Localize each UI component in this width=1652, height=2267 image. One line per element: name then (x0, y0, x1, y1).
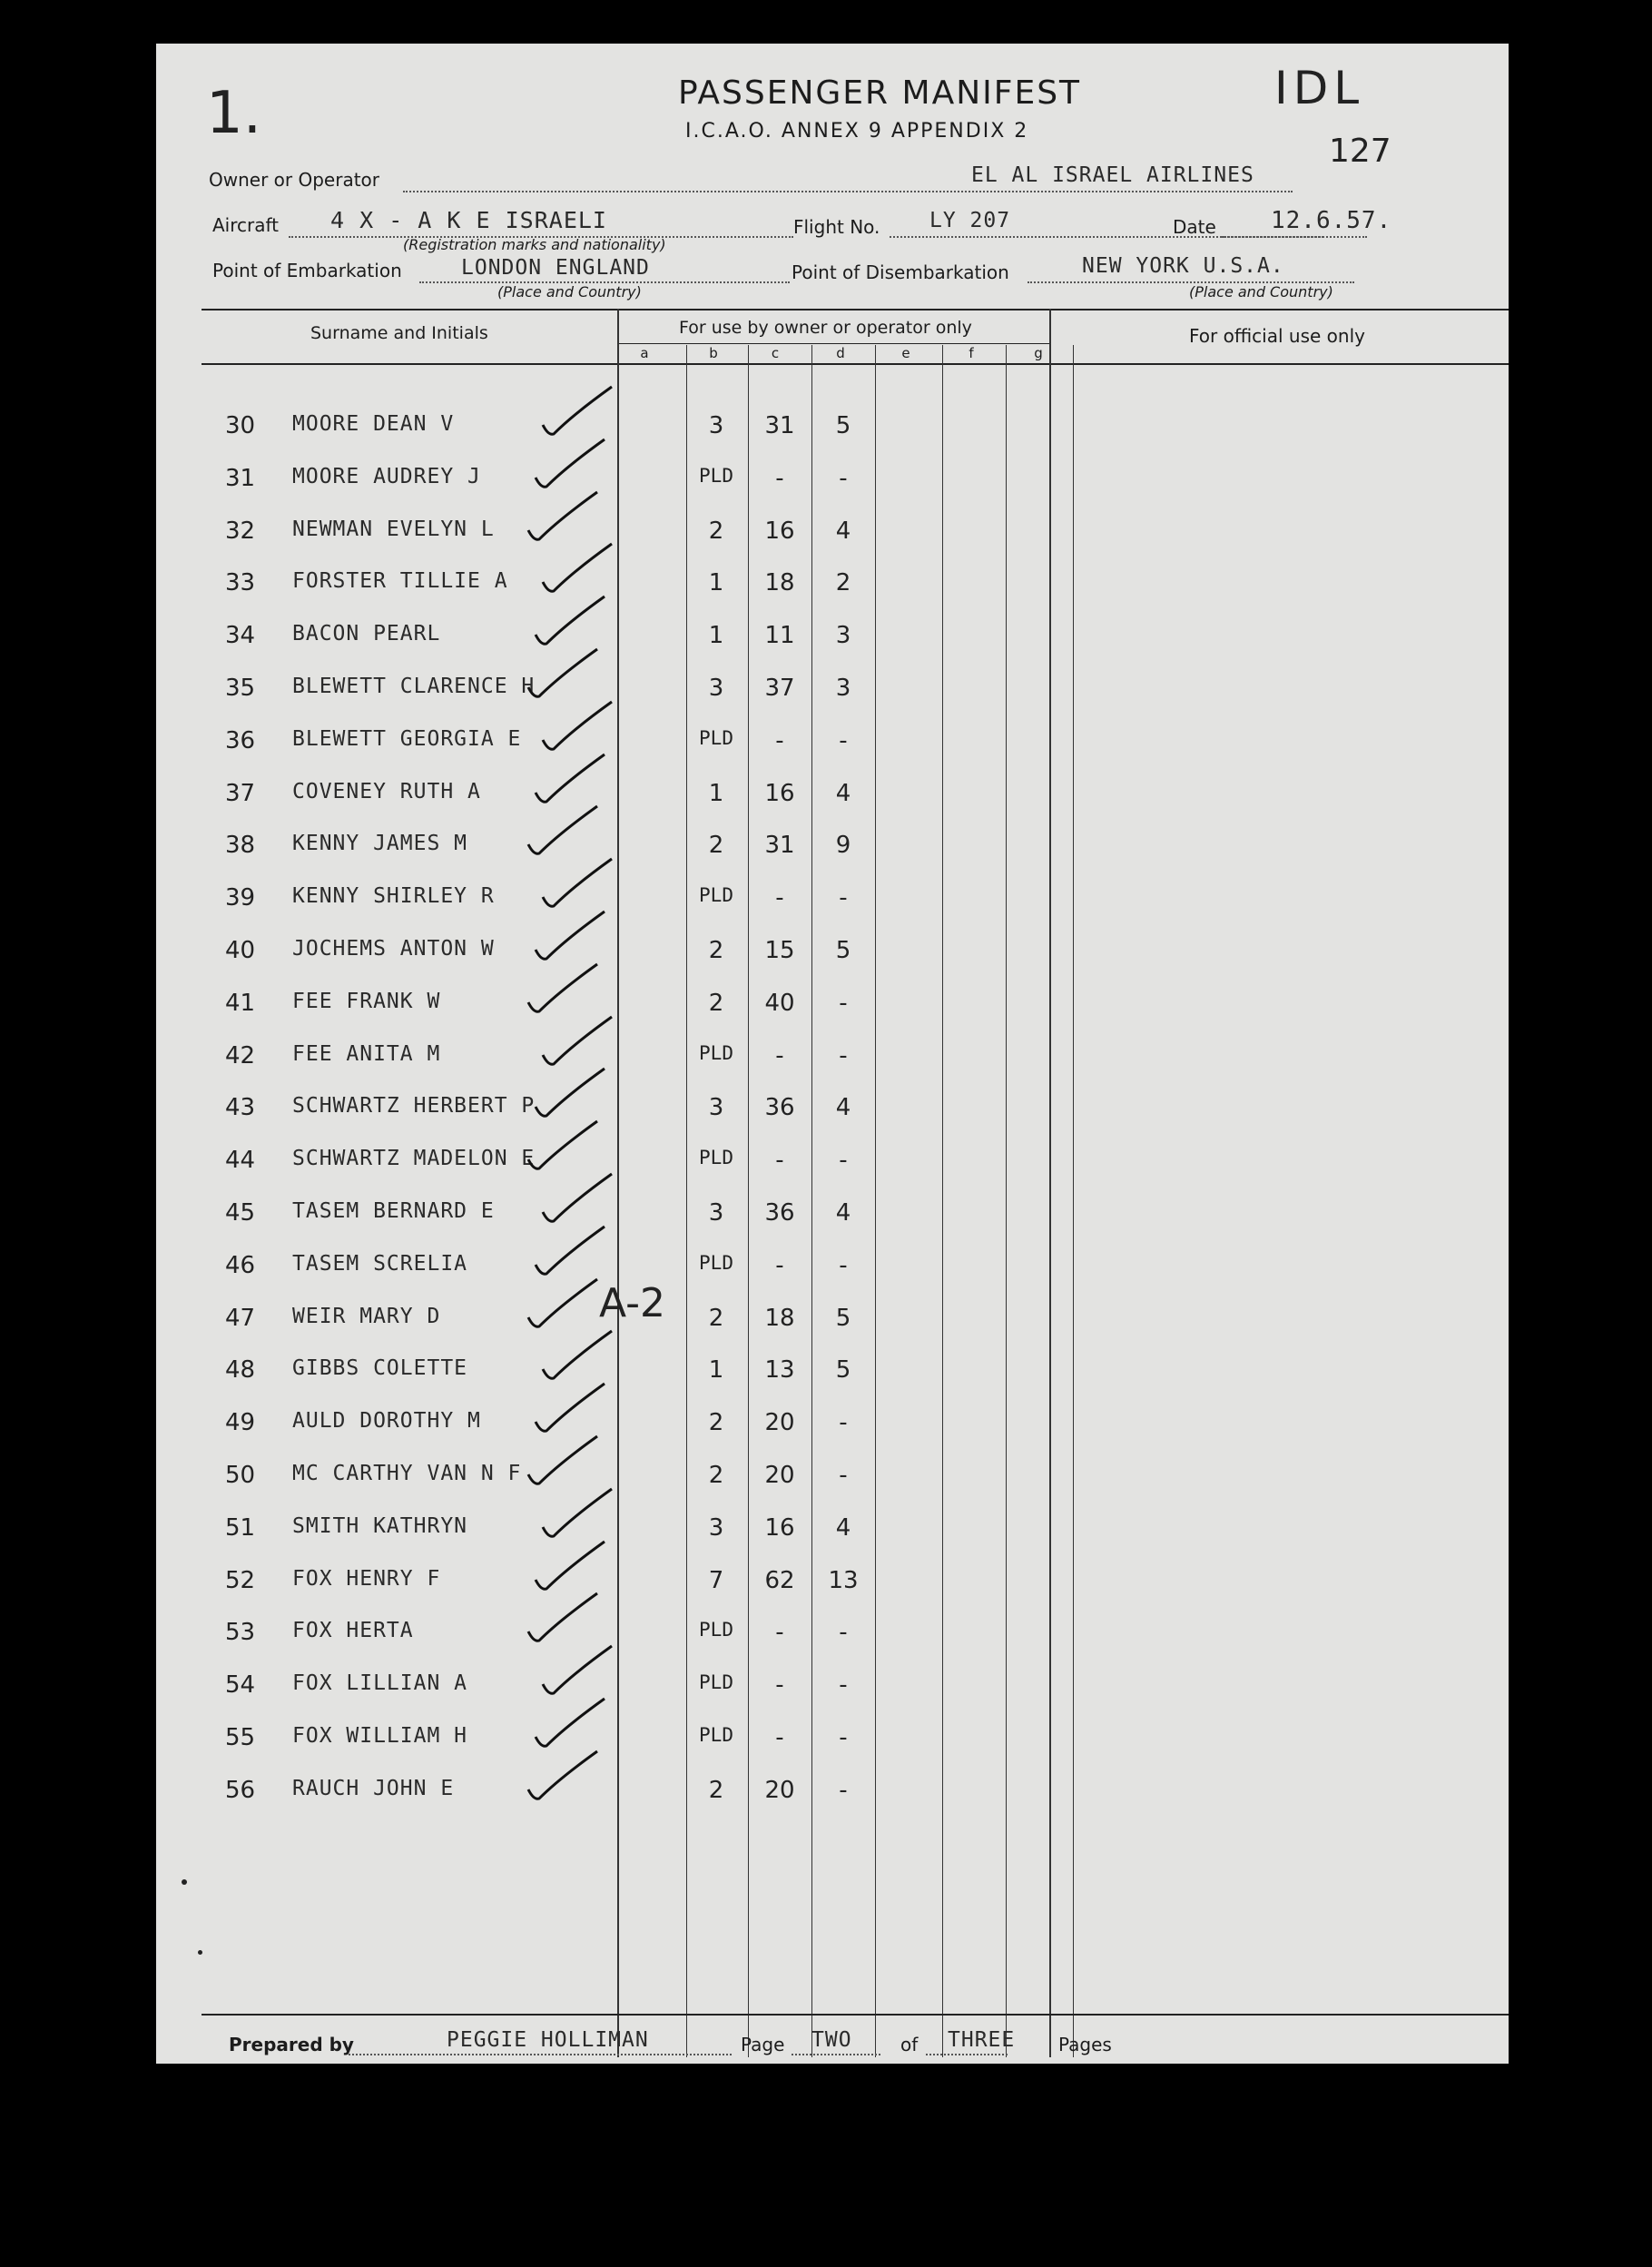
col-c-value: - (775, 1619, 784, 1646)
column-rule-4 (811, 345, 812, 2057)
col-c-value: 36 (764, 1199, 795, 1227)
row-number: 36 (225, 727, 256, 754)
col-b-value: 1 (708, 622, 724, 649)
sub-column-letter: c (771, 345, 780, 361)
col-c-value: 13 (764, 1356, 795, 1384)
col-d-value: - (839, 1619, 848, 1646)
col-c-value: 20 (764, 1462, 795, 1489)
passenger-name: SCHWARTZ MADELON E (292, 1147, 536, 1170)
column-rule-3 (748, 345, 749, 2057)
row-number: 48 (225, 1356, 256, 1384)
page-underline (792, 2054, 880, 2055)
passenger-name: RAUCH JOHN E (292, 1777, 455, 1800)
embarkation-value: LONDON ENGLAND (461, 256, 650, 280)
owner-value: EL AL ISRAEL AIRLINES (971, 163, 1254, 187)
passenger-name: NEWMAN EVELYN L (292, 517, 495, 541)
passenger-name: MOORE AUDREY J (292, 465, 481, 488)
row-number: 54 (225, 1671, 256, 1699)
date-value: 12.6.57. (1271, 207, 1392, 234)
passenger-name: COVENEY RUTH A (292, 780, 481, 803)
sub-column-letter: g (1034, 345, 1043, 361)
row-number: 31 (225, 465, 256, 492)
passenger-name: AULD DOROTHY M (292, 1409, 481, 1433)
passenger-name: SCHWARTZ HERBERT P (292, 1094, 536, 1118)
col-b-value: PLD (699, 1147, 733, 1168)
col-b-value: PLD (699, 465, 733, 487)
col-d-value: 9 (835, 832, 851, 859)
passenger-name: SMITH KATHRYN (292, 1514, 468, 1538)
col-d-value: 2 (835, 569, 851, 596)
passenger-name: FORSTER TILLIE A (292, 569, 508, 593)
col-c-value: 31 (764, 412, 795, 439)
col-d-value: 5 (835, 1356, 851, 1384)
sub-column-letter: f (969, 345, 974, 361)
col-c-value: 62 (764, 1567, 795, 1594)
col-c-value: 37 (764, 675, 795, 702)
row-number: 37 (225, 780, 256, 807)
col-c-value: 16 (764, 517, 795, 545)
col-b-value: PLD (699, 1619, 733, 1641)
manifest-sheet (156, 44, 1509, 2064)
col-b-value: 3 (708, 1514, 724, 1542)
passenger-name: BACON PEARL (292, 622, 441, 646)
col-c-value: 16 (764, 780, 795, 807)
col-b-value: PLD (699, 1042, 733, 1064)
col-b-value: 2 (708, 1409, 724, 1436)
col-d-value: 4 (835, 517, 851, 545)
col-d-value: - (839, 1409, 848, 1436)
col-b-value: 1 (708, 780, 724, 807)
col-b-value: 2 (708, 832, 724, 859)
page-reference-number: 127 (1329, 133, 1391, 170)
disembarkation-value: NEW YORK U.S.A. (1082, 254, 1284, 278)
aircraft-note: (Registration marks and nationality) (403, 236, 666, 253)
col-c-value: - (775, 1252, 784, 1279)
row-number: 34 (225, 622, 256, 649)
col-d-value: 13 (828, 1567, 859, 1594)
row-number: 33 (225, 569, 256, 596)
col-c-value: 15 (764, 937, 795, 964)
margin-dot (182, 1879, 187, 1885)
column-rule-9 (1049, 309, 1051, 2057)
col-b-value: PLD (699, 1252, 733, 1274)
col-d-value: 4 (835, 1514, 851, 1542)
passenger-name: WEIR MARY D (292, 1305, 441, 1328)
col-c-value: - (775, 1042, 784, 1069)
col-b-value: 3 (708, 1094, 724, 1121)
prepared-by-underline (349, 2054, 732, 2055)
col-c-value: 36 (764, 1094, 795, 1121)
aircraft-value: 4 X - A K E ISRAELI (330, 207, 607, 233)
col-c-value: 18 (764, 1305, 795, 1332)
col-c-value: 20 (764, 1777, 795, 1804)
passenger-name: TASEM BERNARD E (292, 1199, 495, 1223)
col-c-value: - (775, 1147, 784, 1174)
row-number: 53 (225, 1619, 256, 1646)
row-number: 41 (225, 990, 256, 1017)
passenger-name: JOCHEMS ANTON W (292, 937, 495, 961)
corner-mark-right: IDL (1274, 62, 1365, 114)
col-c-value: 16 (764, 1514, 795, 1542)
passenger-name: GIBBS COLETTE (292, 1356, 468, 1380)
passenger-name: KENNY SHIRLEY R (292, 884, 495, 908)
col-c-value: 11 (764, 622, 795, 649)
of-value: THREE (948, 2028, 1016, 2052)
col-d-value: 5 (835, 412, 851, 439)
col-d-value: 5 (835, 937, 851, 964)
row-number: 32 (225, 517, 256, 545)
col-c-value: - (775, 1671, 784, 1699)
passenger-name: FOX HERTA (292, 1619, 414, 1642)
of-label: of (900, 2034, 919, 2055)
col-b-value: 2 (708, 1462, 724, 1489)
col-c-value: 20 (764, 1409, 795, 1436)
margin-dot (198, 1950, 202, 1955)
disembarkation-note: (Place and Country) (1189, 283, 1333, 301)
operator-column-header: For use by owner or operator only (679, 318, 972, 338)
embarkation-note: (Place and Country) (497, 283, 642, 301)
col-b-value: PLD (699, 1724, 733, 1746)
manifest-title: PASSENGER MANIFEST (678, 74, 1082, 112)
row-number: 44 (225, 1147, 256, 1174)
col-b-value: 7 (708, 1567, 724, 1594)
passenger-name: FOX LILLIAN A (292, 1671, 468, 1695)
row-number: 38 (225, 832, 256, 859)
col-b-value: 3 (708, 412, 724, 439)
row-number: 40 (225, 937, 256, 964)
owner-label: Owner or Operator (209, 169, 379, 191)
col-b-value: 3 (708, 1199, 724, 1227)
row-number: 56 (225, 1777, 256, 1804)
passenger-name: MOORE DEAN V (292, 412, 455, 436)
col-d-value: - (839, 1724, 848, 1751)
passenger-name: BLEWETT GEORGIA E (292, 727, 522, 751)
column-rule-5 (875, 345, 876, 2057)
col-c-value: 18 (764, 569, 795, 596)
col-d-value: 4 (835, 1094, 851, 1121)
prepared-by-value: PEGGIE HOLLIMAN (447, 2028, 649, 2052)
col-d-value: - (839, 1777, 848, 1804)
embarkation-label: Point of Embarkation (212, 260, 402, 281)
col-d-value: - (839, 1147, 848, 1174)
footer-top-rule (202, 2014, 1509, 2016)
pages-label: Pages (1058, 2034, 1112, 2055)
col-c-value: 40 (764, 990, 795, 1017)
row-number: 35 (225, 675, 256, 702)
passenger-name: MC CARTHY VAN N F (292, 1462, 522, 1485)
passenger-name: FOX WILLIAM H (292, 1724, 468, 1748)
surname-column-header: Surname and Initials (310, 323, 488, 343)
owner-underline (403, 191, 1293, 192)
passenger-name: FEE FRANK W (292, 990, 441, 1013)
col-b-value: 2 (708, 517, 724, 545)
col-d-value: - (839, 465, 848, 492)
row-number: 50 (225, 1462, 256, 1489)
row-number: 49 (225, 1409, 256, 1436)
col-b-value: PLD (699, 884, 733, 906)
handwritten-annotation: A-2 (599, 1280, 666, 1326)
sub-column-letter: a (640, 345, 649, 361)
row-number: 46 (225, 1252, 256, 1279)
official-column-header: For official use only (1189, 325, 1365, 347)
aircraft-label: Aircraft (212, 214, 280, 236)
col-d-value: 5 (835, 1305, 851, 1332)
of-underline (926, 2054, 1008, 2055)
table-head-bottom-rule (202, 363, 1509, 365)
row-number: 42 (225, 1042, 256, 1069)
col-b-value: PLD (699, 727, 733, 749)
col-d-value: - (839, 1252, 848, 1279)
row-number: 52 (225, 1567, 256, 1594)
col-c-value: - (775, 465, 784, 492)
row-number: 39 (225, 884, 256, 912)
col-d-value: - (839, 1462, 848, 1489)
column-rule-8 (1073, 345, 1074, 2057)
col-b-value: 2 (708, 1777, 724, 1804)
date-label: Date (1173, 216, 1216, 238)
flight-value: LY 207 (929, 209, 1011, 232)
col-d-value: 3 (835, 675, 851, 702)
col-d-value: - (839, 884, 848, 912)
flight-label: Flight No. (793, 216, 880, 238)
column-rule-6 (942, 345, 943, 2057)
check-mark-icon (523, 1746, 605, 1809)
sub-column-letter: d (836, 345, 845, 361)
col-b-value: 2 (708, 1305, 724, 1332)
sub-column-letter: e (901, 345, 910, 361)
col-d-value: - (839, 1671, 848, 1699)
passenger-name: BLEWETT CLARENCE H (292, 675, 536, 698)
passenger-name: TASEM SCRELIA (292, 1252, 468, 1276)
row-number: 30 (225, 412, 256, 439)
col-b-value: 1 (708, 569, 724, 596)
row-number: 47 (225, 1305, 256, 1332)
corner-mark-left: 1. (206, 80, 262, 147)
column-rule-7 (1006, 345, 1007, 2057)
col-b-value: PLD (699, 1671, 733, 1693)
disembarkation-label: Point of Disembarkation (792, 261, 1009, 283)
row-number: 55 (225, 1724, 256, 1751)
col-c-value: - (775, 884, 784, 912)
col-c-value: - (775, 1724, 784, 1751)
date-underline (1222, 236, 1367, 238)
col-b-value: 1 (708, 1356, 724, 1384)
prepared-by-label: Prepared by (229, 2034, 354, 2055)
col-d-value: - (839, 727, 848, 754)
column-rule-2 (686, 345, 687, 2057)
table-top-rule (202, 309, 1509, 310)
passenger-name: KENNY JAMES M (292, 832, 468, 855)
col-d-value: 4 (835, 1199, 851, 1227)
col-c-value: 31 (764, 832, 795, 859)
row-number: 43 (225, 1094, 256, 1121)
col-d-value: - (839, 990, 848, 1017)
col-d-value: - (839, 1042, 848, 1069)
sub-column-letter: b (709, 345, 718, 361)
col-b-value: 2 (708, 937, 724, 964)
manifest-subtitle: I.C.A.O. ANNEX 9 APPENDIX 2 (685, 120, 1029, 143)
operator-subheader-rule (617, 343, 1049, 344)
passenger-name: FEE ANITA M (292, 1042, 441, 1066)
col-d-value: 3 (835, 622, 851, 649)
row-number: 45 (225, 1199, 256, 1227)
page-value: TWO (811, 2028, 852, 2052)
row-number: 51 (225, 1514, 256, 1542)
page-label: Page (741, 2034, 785, 2055)
col-b-value: 2 (708, 990, 724, 1017)
col-c-value: - (775, 727, 784, 754)
passenger-name: FOX HENRY F (292, 1567, 441, 1591)
col-b-value: 3 (708, 675, 724, 702)
col-d-value: 4 (835, 780, 851, 807)
